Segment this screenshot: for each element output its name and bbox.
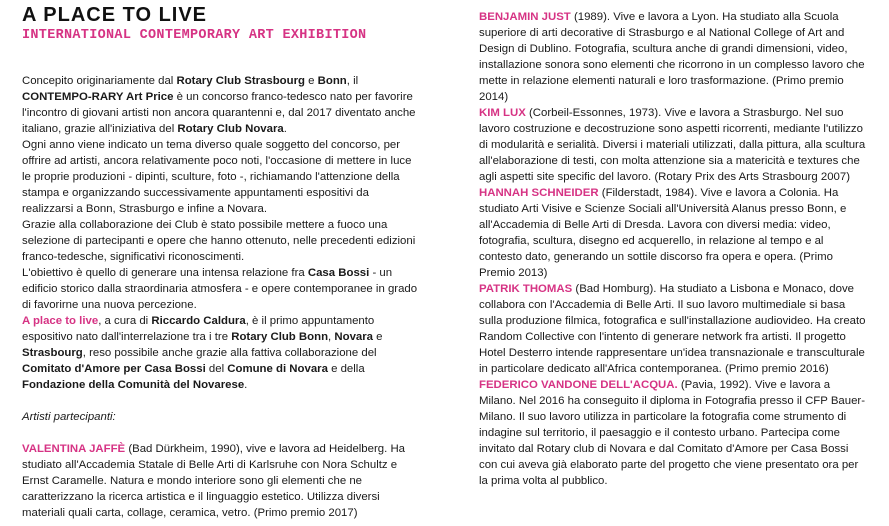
artist-bio: (Filderstadt, 1984). Vive e lavora a Colonia. Ha studiato Arti Visive e Scienze Sociali all'Università Alanus presso Bonn, e all'Accademia di Belle Arti di Dresda. Lavora con diversi media: video, fotografia, scultura, disegno ed acquerello, in relazione al tempo e al contesto dato, generando un sottile discorso fra opera e opera. (Primo Premio 2013)	[479, 187, 847, 279]
text: del	[205, 363, 228, 375]
artist-bio: (Bad Dürkheim, 1990), vive e lavora ad Heidelberg. Ha studiato all'Accademia Statale di Belle Arti di Karlsruhe con Nora Schultz e Ernst Caramelle. Natura e mondo interiore sono gli elementi che ne caratterizzano la ricerca artistica e il linguaggio estetico. Utilizza diversi materiali quali carta, collage, ceramica, vetro. (Primo premio 2017)	[22, 443, 405, 519]
artist-bio: (1989). Vive e lavora a Lyon. Ha studiato alla Scuola superiore di arti decorative di Strasburgo e al National College of Art and Design di Dublino. Fotografia, scultura anche di grandi dimensioni, video, installazione sonora sono elementi che ricorrono in un complesso lavoro che mette in relazione elementi naturali e loro trasformazione. (Primo premio 2014)	[479, 11, 865, 103]
text: , a cura di	[98, 315, 152, 327]
artist-entry-just	[479, 9, 869, 105]
text: , è il primo appuntamento espositivo nato dall'interrelazione tra i tre	[22, 315, 375, 343]
artist-bio: (Corbeil-Essonnes, 1973). Vive e lavora a Strasburgo. Nel suo lavoro costruzione e decostruzione sono aspetti ricorrenti, mediante l'utilizzo di modularità e serialità. Diversi i materiali utilizzati, dalla pittura, alla scultura all'elaborazione di testi, con molta attenzione sia a matericità e textures che agli aspetti site specific del lavoro. (Rotary Prix des Arts Strasbourg 2007)	[479, 107, 866, 183]
text: - un edificio storico dalla straordinaria atmosfera - e opere contemporanee in grado di favorirne una nuova percezione.	[22, 267, 418, 311]
bold-text: Rotary Club Strasbourg	[176, 75, 305, 87]
right-column	[479, 9, 869, 489]
text: , reso possibile anche grazie alla fattiva collaborazione del	[82, 347, 377, 359]
bold-text: CONTEMPO-RARY Art Price	[22, 91, 174, 103]
artist-entry-lux	[479, 105, 869, 185]
bold-text: Rotary Club Bonn	[231, 331, 329, 343]
text: .	[244, 379, 248, 391]
highlight-text: A place to live	[22, 315, 99, 327]
text: e della	[327, 363, 365, 375]
artist-bio: (Bad Homburg). Ha studiato a Lisbona e Monaco, dove collabora con l'Accademia di Belle Arti. Il suo lavoro multimediale si basa sulla produzione filmica, fotografica e sull'installazione audiovideo. Ha creato Random Collective con l'intento di generare network fra artisti. Il progetto Hotel Desterro intende rappresentare un'idea transnazionale e transculturale in particolare dedicato all'Africa contemporanea. (Primo premio 2016)	[479, 283, 866, 375]
text: , il	[346, 75, 359, 87]
intro-paragraph-4	[22, 265, 420, 313]
intro-paragraph-5	[22, 313, 420, 393]
text: è un concorso franco-tedesco nato per favorire l'incontro di giovani artisti non ancora quarantenni e, dal 2017 diventato anche italiano, grazie all'iniziativa del	[22, 91, 416, 135]
text: e	[373, 331, 383, 343]
bold-text: Bonn	[317, 75, 347, 87]
text: Concepito originariamente dal	[22, 75, 177, 87]
artist-name: FEDERICO VANDONE DELL'ACQUA.	[479, 379, 678, 391]
text: ,	[328, 331, 335, 343]
text: L'obiettivo è quello di generare una intensa relazione fra	[22, 267, 308, 279]
left-column	[22, 73, 420, 521]
artist-bio: (Pavia, 1992). Vive e lavora a Milano. Nel 2016 ha conseguito il diploma in Fotografia presso il CFP Bauer-Milano. Il suo lavoro utilizza in particolare la fotografia come strumento di indagine sul territorio, il paesaggio e il contesto urbano. Partecipa come invitato dal Rotary club di Novara e dal Comitato d'Amore per Casa Bossi con cui aveva già elaborato parte del progetto che viene presentato ora per la prima volta al pubblico.	[479, 379, 866, 487]
artist-name: VALENTINA JAFFÈ	[22, 443, 126, 455]
intro-paragraph-2: Ogni anno viene indicato un tema diverso quale soggetto del concorso, per offrire ad artisti, ancora relativamente poco noti, l'occasione di mettere in luce le proprie produzioni - dipinti, sculture, foto -, richiamando l'attenzione della stampa e organizzando successivamente appuntamenti espositivi da realizzarsi a Bonn, Strasburgo e infine a Novara.	[22, 139, 412, 215]
artists-heading: Artisti partecipanti:	[22, 411, 116, 423]
intro-paragraph-1	[22, 73, 420, 137]
artist-entry-jaffe	[22, 441, 420, 521]
artist-name: KIM LUX	[479, 107, 526, 119]
bold-text: Riccardo Caldura	[151, 315, 246, 327]
artist-name: PATRIK THOMAS	[479, 283, 573, 295]
bold-text: Strasbourg	[22, 347, 83, 359]
bold-text: Casa Bossi	[307, 267, 370, 279]
text: .	[283, 123, 287, 135]
bold-text: Rotary Club Novara	[177, 123, 284, 135]
artist-entry-vandone	[479, 377, 869, 489]
bold-text: Comune di Novara	[227, 363, 328, 375]
artist-name: BENJAMIN JUST	[479, 11, 571, 23]
bold-text: Comitato d'Amore per Casa Bossi	[22, 363, 206, 375]
intro-paragraph-3: Grazie alla collaborazione dei Club è stato possibile mettere a fuoco una selezione di partecipanti e opere che hanno ottenuto, nelle precedenti edizioni franco-tedesche, significativi riconoscimenti.	[22, 219, 416, 263]
artist-entry-thomas	[479, 281, 869, 377]
page-title: A PLACE TO LIVE	[22, 4, 208, 26]
bold-text: Fondazione della Comunità del Novarese	[22, 379, 245, 391]
page-subtitle: INTERNATIONAL CONTEMPORARY ART EXHIBITION	[22, 28, 367, 43]
artist-entry-schneider	[479, 185, 869, 281]
bold-text: Novara	[334, 331, 374, 343]
text: e	[304, 75, 318, 87]
artist-name: HANNAH SCHNEIDER	[479, 187, 599, 199]
